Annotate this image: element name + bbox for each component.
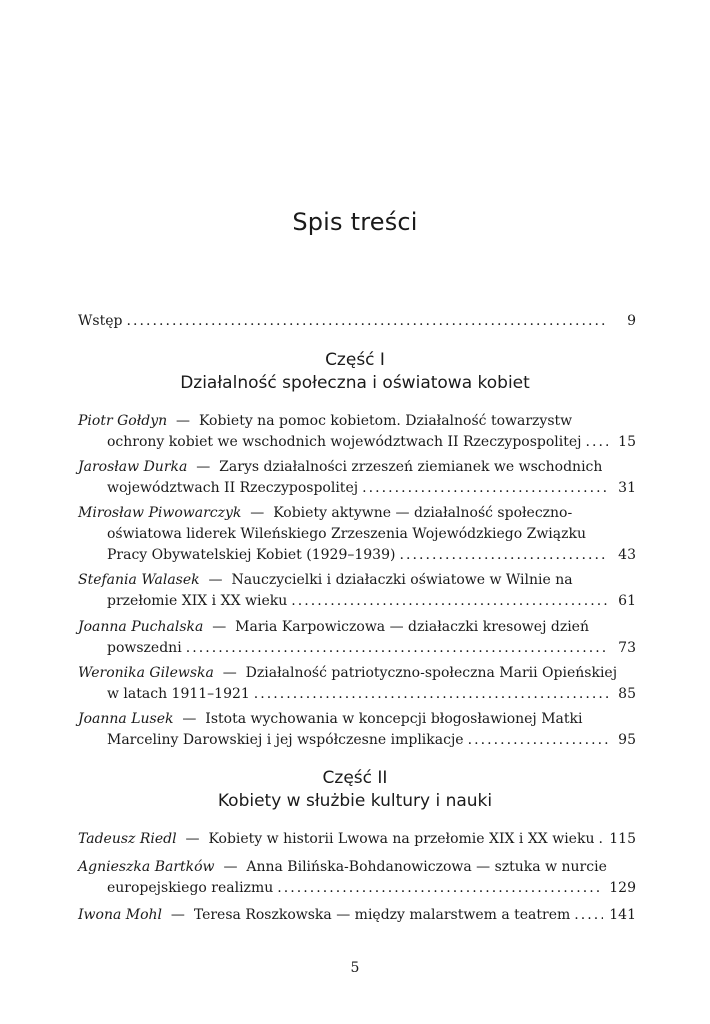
page-number: 115 bbox=[609, 831, 636, 847]
page-number: 61 bbox=[618, 593, 636, 609]
part-subtitle: Działalność społeczna i oświatowa kobiet bbox=[180, 373, 530, 393]
entry-title: Istota wychowania w koncepcji błogosławionej Matki bbox=[205, 711, 583, 727]
toc-entry: Stefania Walasek — Nauczycielki i działaczki oświatowe w Wilnie na przełomie XIX i XX wieku . . . 61 bbox=[78, 570, 636, 612]
entry-title: Maria Karpowiczowa — działaczki kresowej dzień bbox=[235, 619, 589, 635]
toc-entry: Jarosław Durka — Zarys działalności zrzeszeń ziemianek we wschodnich województwach II Rzeczypospolitej . . . 31 bbox=[78, 457, 636, 499]
entry-title: Kobiety aktywne — działalność społeczno- bbox=[273, 505, 573, 521]
page-number: 85 bbox=[618, 686, 636, 702]
toc-entry: Joanna Puchalska — Maria Karpowiczowa — działaczki kresowej dzień powszedni . . . 73 bbox=[78, 617, 636, 659]
toc-entry: Iwona Mohl — Teresa Roszkowska — między malarstwem a teatrem . . . 141 bbox=[78, 905, 636, 926]
entry-title-cont: ochrony kobiet we wschodnich województwach II Rzeczypospolitej bbox=[107, 434, 582, 450]
entry-title: Kobiety na pomoc kobietom. Działalność towarzystw bbox=[198, 413, 573, 429]
entry-title: Zarys działalności zrzeszeń ziemianek we wschodnich bbox=[219, 459, 603, 475]
page-number: 95 bbox=[618, 732, 636, 748]
entry-title-cont: Pracy Obywatelskiej Kobiet (1929–1939) bbox=[107, 547, 396, 563]
entry-author: Joanna Lusek bbox=[78, 711, 174, 727]
entry-author: Tadeusz Riedl bbox=[78, 831, 177, 847]
leader-dots bbox=[586, 432, 609, 453]
entry-author: Stefania Walasek bbox=[78, 572, 200, 588]
page-number: 15 bbox=[618, 434, 636, 450]
toc-entry: Joanna Lusek — Istota wychowania w koncepcji błogosławionej Matki Marceliny Darowskiej i jej współczesne implikacje . . . 95 bbox=[78, 709, 636, 751]
leader-dots bbox=[399, 545, 608, 566]
leader-dots bbox=[291, 591, 608, 612]
entry-title: Działalność patriotyczno-społeczna Marii Opieńskiej bbox=[245, 665, 618, 681]
entry-title: Kobiety w historii Lwowa na przełomie XIX i XX wieku bbox=[208, 831, 595, 847]
leader-dots bbox=[468, 730, 608, 751]
entry-author: Agnieszka Bartków bbox=[78, 859, 215, 875]
toc-entry: Tadeusz Riedl — Kobiety w historii Lwowa na przełomie XIX i XX wieku . . . 115 bbox=[78, 829, 636, 850]
toc-entry-intro bbox=[78, 311, 636, 332]
part-heading-2 bbox=[0, 767, 710, 813]
leader-dots bbox=[574, 905, 603, 926]
entry-author: Jarosław Durka bbox=[78, 459, 188, 475]
entry-title-cont: europejskiego realizmu bbox=[107, 880, 274, 896]
part-label: Część II bbox=[322, 768, 388, 788]
entry-title-cont: oświatowa liderek Wileńskiego Zrzeszenia Wojewódzkiego Związku bbox=[107, 526, 587, 542]
entry-author: Iwona Mohl bbox=[78, 907, 163, 923]
leader-dots bbox=[254, 684, 608, 705]
entry-title: Anna Bilińska-Bohdanowiczowa — sztuka w nurcie bbox=[246, 859, 607, 875]
toc-entry: Piotr Gołdyn — Kobiety na pomoc kobietom. Działalność towarzystw ochrony kobiet we wschodnich województwach II Rzeczypospolitej . . . 15 bbox=[78, 411, 636, 453]
entry-title: Teresa Roszkowska — między malarstwem a teatrem bbox=[193, 907, 571, 923]
leader-dots bbox=[186, 638, 608, 659]
entry-title-cont: powszedni bbox=[107, 640, 182, 656]
entry-title: Wstęp bbox=[78, 313, 123, 329]
toc-entry: Agnieszka Bartków — Anna Bilińska-Bohdanowiczowa — sztuka w nurcie europejskiego realizmu . . . 129 bbox=[78, 857, 636, 899]
folio-page-number: 5 bbox=[350, 960, 360, 976]
page-number: 141 bbox=[609, 907, 636, 923]
entry-author: Joanna Puchalska bbox=[78, 619, 204, 635]
entry-author: Piotr Gołdyn bbox=[78, 413, 168, 429]
leader-dots bbox=[598, 829, 603, 850]
page-title: Spis treści bbox=[292, 208, 418, 236]
page-number: 43 bbox=[618, 547, 636, 563]
leader-dots bbox=[277, 878, 603, 899]
page-number: 31 bbox=[618, 480, 636, 496]
entry-title: Nauczycielki i działaczki oświatowe w Wilnie na bbox=[231, 572, 573, 588]
part-subtitle: Kobiety w służbie kultury i nauki bbox=[217, 791, 493, 811]
page-number: 9 bbox=[627, 313, 636, 329]
entry-author: Weronika Gilewska bbox=[78, 665, 214, 681]
page-number: 129 bbox=[609, 880, 636, 896]
leader-dots bbox=[126, 311, 608, 332]
entry-title-cont: Marceliny Darowskiej i jej współczesne implikacje bbox=[107, 732, 464, 748]
page-number: 73 bbox=[618, 640, 636, 656]
entry-title-cont: województwach II Rzeczypospolitej bbox=[107, 480, 359, 496]
entry-title-cont: w latach 1911–1921 bbox=[107, 686, 250, 702]
toc-entry: Weronika Gilewska — Działalność patriotyczno-społeczna Marii Opieńskiej w latach 1911–1921 . . . 85 bbox=[78, 663, 636, 705]
toc-entry: Mirosław Piwowarczyk — Kobiety aktywne — działalność społeczno- oświatowa liderek Wileńskiego Zrzeszenia Wojewódzkiego Związku Pracy Obywatelskiej Kobiet (1929–1939) . . . 43 bbox=[78, 503, 636, 566]
entry-title-cont: przełomie XIX i XX wieku bbox=[107, 593, 288, 609]
entry-author: Mirosław Piwowarczyk bbox=[78, 505, 242, 521]
leader-dots bbox=[362, 478, 608, 499]
part-heading-1 bbox=[0, 349, 710, 395]
part-label: Część I bbox=[325, 350, 385, 370]
